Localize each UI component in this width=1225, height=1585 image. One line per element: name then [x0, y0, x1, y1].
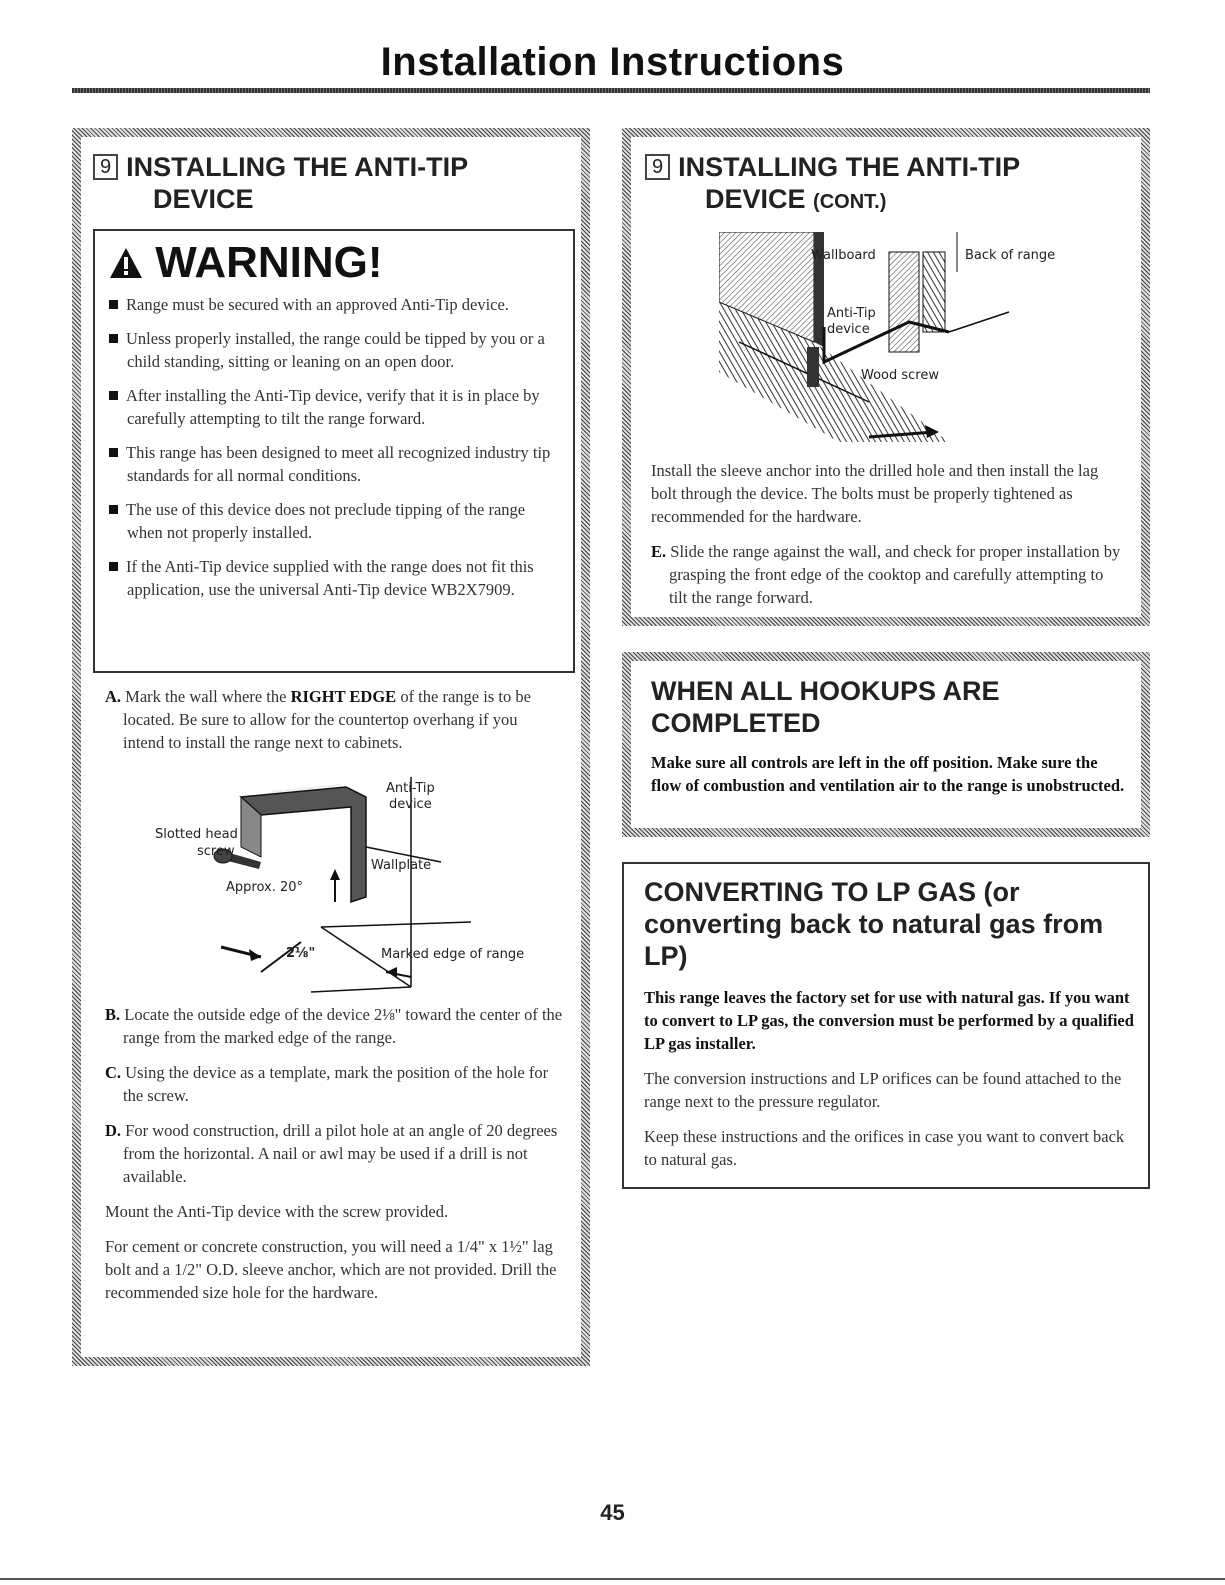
lp-heading: CONVERTING TO LP GAS (or converting back to natural gas from LP)	[644, 877, 1104, 971]
warning-bullet: Range must be secured with an approved Anti-Tip device.	[109, 293, 559, 316]
step-b: B. Locate the outside edge of the device 2⅛" toward the center of the range from the marked edge of the range.	[105, 1005, 563, 1047]
lp-text-2: Keep these instructions and the orifices in case you want to convert back to natural gas.	[644, 1127, 1125, 1169]
lp-bold-text: This range leaves the factory set for use with natural gas. If you want to convert to LP gas, the conversion must be performed by a qualified LP gas installer.	[644, 988, 1134, 1053]
cement-text: For cement or concrete construction, you will need a 1/4" x 1½" lag bolt and a 1/2" O.D. sleeve anchor, which are not provided. Drill the recommended size hole for the hardware.	[105, 1237, 557, 1302]
label-wood-screw: Wood screw	[861, 368, 939, 383]
step-number-badge: 9	[645, 154, 670, 180]
heading-line-2: DEVICE	[153, 184, 254, 214]
page-title: Installation Instructions	[380, 40, 845, 84]
lp-text-1: The conversion instructions and LP orifices can be found attached to the range next to the pressure regulator.	[644, 1069, 1122, 1111]
bottom-rule	[0, 1578, 1225, 1580]
install-text: Install the sleeve anchor into the drilled hole and then install the lag bolt through the device. The bolts must be properly tightened as recommended for the hardware.	[651, 461, 1099, 526]
warning-bullet: This range has been designed to meet all recognized industry tip standards for all normal conditions.	[109, 441, 559, 487]
heading-line-1: INSTALLING THE ANTI-TIP	[678, 152, 1021, 182]
warning-title: WARNING!	[109, 239, 559, 287]
label-back-of-range: Back of range	[965, 248, 1056, 263]
title-rule	[72, 88, 1150, 93]
hookups-text: Make sure all controls are left in the off position. Make sure the flow of combustion and ventilation air to the range is unobstructed.	[651, 753, 1125, 795]
step-heading	[93, 151, 569, 215]
anti-tip-wall-diagram	[121, 777, 541, 1007]
warning-box	[93, 229, 575, 673]
label-approx-angle: Approx. 20°	[226, 880, 304, 895]
warning-list	[109, 293, 559, 601]
label-wallboard: Wallboard	[811, 248, 876, 263]
warning-bullet: The use of this device does not preclude tipping of the range when not properly installed.	[109, 498, 559, 544]
step-number-badge: 9	[93, 154, 118, 180]
label-screw: screw	[197, 844, 235, 859]
label-anti-tip: Anti-Tip	[827, 306, 876, 321]
wall-bracket-diagram	[719, 232, 1059, 442]
warning-bullet: After installing the Anti-Tip device, verify that it is in place by carefully attempting to tilt the range forward.	[109, 384, 559, 430]
step-d: D. For wood construction, drill a pilot hole at an angle of 20 degrees from the horizontal. A nail or awl may be used if a drill is not available.	[105, 1121, 558, 1186]
heading-line-1: INSTALLING THE ANTI-TIP	[126, 152, 469, 182]
label-wallplate: Wallplate	[371, 858, 432, 873]
label-slotted-head: Slotted head	[155, 827, 238, 842]
page-number: 45	[600, 1500, 625, 1525]
label-device: device	[389, 797, 432, 812]
label-device: device	[827, 322, 870, 337]
step-e: E. Slide the range against the wall, and check for proper installation by grasping the front edge of the cooktop and carefully attempting to tilt the range forward.	[651, 542, 1121, 607]
anti-tip-panel	[72, 128, 590, 1366]
mount-text: Mount the Anti-Tip device with the screw provided.	[105, 1202, 449, 1221]
heading-line-2: DEVICE (CONT.)	[705, 184, 887, 214]
anti-tip-cont-panel	[622, 128, 1150, 626]
warning-bullet: If the Anti-Tip device supplied with the range does not fit this application, use the universal Anti-Tip device WB2X7909.	[109, 555, 559, 601]
label-anti-tip: Anti-Tip	[386, 781, 435, 796]
label-marked-edge: Marked edge of range	[381, 947, 525, 962]
step-a: A. Mark the wall where the RIGHT EDGE of the range is to be located. Be sure to allow for the countertop overhang if you intend to install the range next to cabinets.	[105, 687, 531, 752]
warning-bullet: Unless properly installed, the range could be tipped by you or a child standing, sitting or leaning on an open door.	[109, 327, 559, 373]
hookups-heading: WHEN ALL HOOKUPS ARE COMPLETED	[651, 676, 1000, 738]
hookups-panel	[622, 652, 1150, 837]
label-dimension: 2⅛"	[286, 946, 316, 961]
warning-triangle-icon	[109, 247, 143, 279]
lp-panel-content	[622, 862, 1150, 1189]
step-c: C. Using the device as a template, mark the position of the hole for the screw.	[105, 1063, 549, 1105]
step-heading	[645, 151, 1129, 218]
